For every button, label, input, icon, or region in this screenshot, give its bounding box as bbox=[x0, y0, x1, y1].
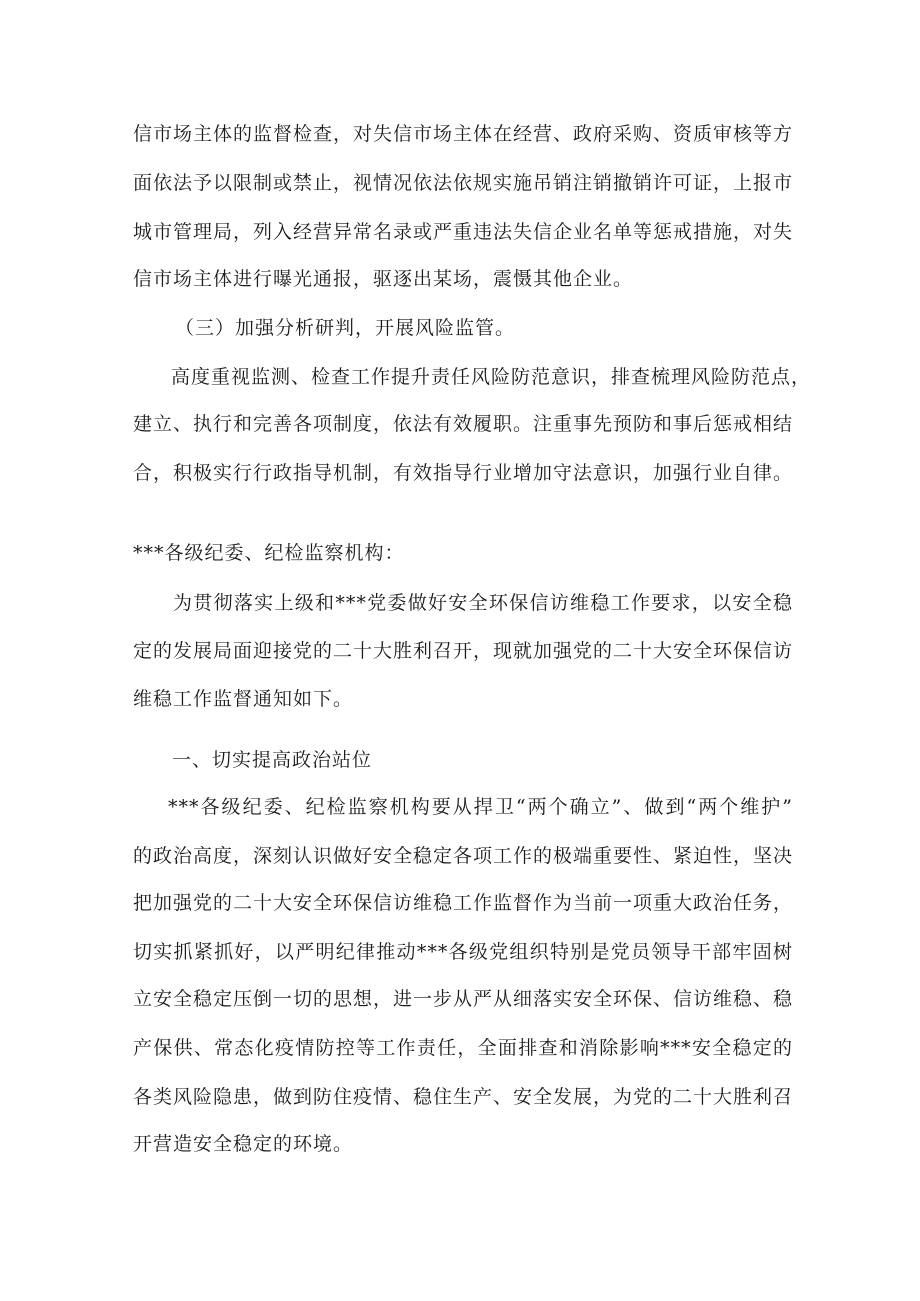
paragraph-line: 为贯彻落实上级和***党委做好安全环保信访维稳工作要求，以安全稳 bbox=[173, 592, 793, 614]
paragraph-line: 开营造安全稳定的环境。 bbox=[133, 1133, 354, 1155]
paragraph-line: ***各级纪委、纪检监察机构要从捍卫“两个确立”、做到“两个维护” bbox=[168, 796, 793, 818]
section-heading: 一、切实提高政治站位 bbox=[172, 749, 373, 771]
paragraph-line: 城市管理局，列入经营异常名录或严重违法失信企业名单等惩戒措施，对失 bbox=[133, 221, 794, 243]
paragraph-line: 维稳工作监督通知如下。 bbox=[133, 688, 354, 710]
paragraph-line: 产保供、常态化疫情防控等工作责任，全面排查和消除影响***安全稳定的 bbox=[133, 1037, 793, 1059]
paragraph-line: 信市场主体的监督检查，对失信市场主体在经营、政府采购、资质审核等方 bbox=[133, 123, 794, 145]
paragraph-line: 高度重视监测、检查工作提升责任风险防范意识，排查梳理风险防范点， bbox=[171, 366, 812, 388]
salutation: ***各级纪委、纪检监察机构： bbox=[133, 542, 405, 564]
paragraph-line: 面依法予以限制或禁止，视情况依法依规实施吊销注销撤销许可证，上报市 bbox=[133, 172, 794, 194]
paragraph-line: 建立、执行和完善各项制度，依法有效履职。注重事先预防和事后惩戒相结 bbox=[133, 413, 794, 435]
paragraph-line: 合，积极实行行政指导机制，有效指导行业增加守法意识，加强行业自律。 bbox=[133, 462, 794, 484]
paragraph-line: 定的发展局面迎接党的二十大胜利召开，现就加强党的二十大安全环保信访 bbox=[133, 640, 794, 662]
paragraph-line: 立安全稳定压倒一切的思想，进一步从严从细落实安全环保、信访维稳、稳 bbox=[133, 988, 794, 1010]
paragraph-line: 信市场主体进行曝光通报，驱逐出某场，震慑其他企业。 bbox=[133, 268, 634, 290]
paragraph-line: 各类风险隐患，做到防住疫情、稳住生产、安全发展，为党的二十大胜利召 bbox=[133, 1086, 794, 1108]
paragraph-line: 把加强党的二十大安全环保信访维稳工作监督作为当前一项重大政治任务， bbox=[133, 892, 794, 914]
section-heading: （三）加强分析研判，开展风险监管。 bbox=[175, 317, 516, 339]
paragraph-line: 切实抓紧抓好，以严明纪律推动***各级党组织特别是党员领导干部牢固树 bbox=[133, 941, 793, 963]
paragraph-line: 的政治高度，深刻认识做好安全稳定各项工作的极端重要性、紧迫性，坚决 bbox=[133, 845, 794, 867]
